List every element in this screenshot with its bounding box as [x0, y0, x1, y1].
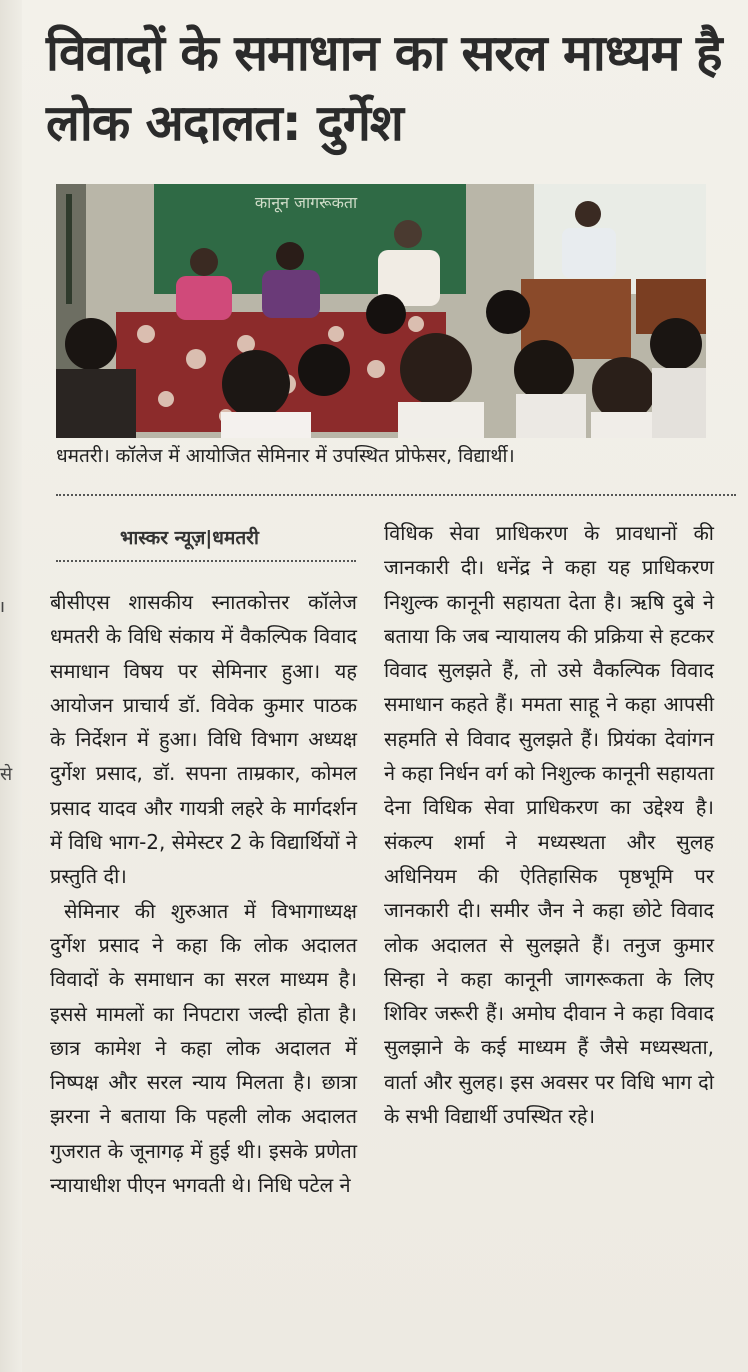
page-fold-edge: [0, 0, 22, 1372]
photo-caption: धमतरी। कॉलेज में आयोजित सेमिनार में उपस्थित प्रोफेसर, विद्यार्थी।: [56, 445, 515, 467]
headline: विवादों के समाधान का सरल माध्यम है लोक अदालत: दुर्गेश: [46, 24, 722, 152]
article-paragraph: बीसीएस शासकीय स्नातकोत्तर कॉलेज धमतरी के विधि संकाय में वैकल्पिक विवाद समाधान विषय पर सेमिनार हुआ। यह आयोजन प्राचार्य डॉ. विवेक कुमार पाठक के निर्देशन में हुआ। विधि विभाग अध्यक्ष दुर्गेश प्रसाद, डॉ. सपना ताम्रकार, कोमल प्रसाद यादव और गायत्री लहरे के मार्गदर्शन में विधि भाग-2, सेमेस्टर 2 के विद्यार्थियों ने प्रस्तुति दी।: [50, 590, 357, 889]
byline-divider: [56, 560, 356, 562]
article-column-right: [384, 516, 714, 1133]
article-paragraph: विधिक सेवा प्राधिकरण के प्रावधानों की जानकारी दी। धनेंद्र ने कहा यह प्राधिकरण निशुल्क कानूनी सहायता देता है। ऋषि दुबे ने बताया कि जब न्यायालय की प्रक्रिया से हटकर विवाद सुलझते हैं, तो उसे वैकल्पिक विवाद समाधान कहते हैं। ममता साहू ने कहा आपसी सहमति से विवाद सुलझते हैं। प्रियंका देवांगन ने कहा निर्धन वर्ग को निशुल्क कानूनी सहायता देना विधिक सेवा प्राधिकरण का उद्देश्य है। संकल्प शर्मा ने मध्यस्थता और सुलह अधिनियम की ऐतिहासिक पृष्ठभूमि पर जानकारी दी। समीर जैन ने कहा छोटे विवाद लोक अदालत से सुलझते हैं। तनुज कुमार सिन्हा ने कहा कानूनी जागरूकता के लिए शिविर जरूरी हैं। अमोघ दीवान ने कहा विवाद सुलझाने के कई माध्यम हैं जैसे मध्यस्थता, वार्ता और सुलह। इस अवसर पर विधि भाग दो के सभी विद्यार्थी उपस्थित रहे।: [384, 521, 714, 1129]
photo-illustration: [56, 184, 706, 438]
edge-fragment: से: [0, 764, 13, 785]
board-banner: कानून जागरूकता: [254, 193, 358, 212]
article-column-left: [50, 585, 357, 1202]
caption-divider: [56, 494, 736, 496]
seminar-photo: [56, 184, 706, 438]
byline: भास्कर न्यूज़|धमतरी: [120, 527, 259, 549]
article-paragraph: सेमिनार की शुरुआत में विभागाध्यक्ष दुर्गेश प्रसाद ने कहा कि लोक अदालत विवादों के समाधान का सरल माध्यम है। इससे मामलों का निपटारा जल्दी होता है। छात्र कामेश ने कहा लोक अदालत में निष्पक्ष और सरल न्याय मिलता है। छात्रा झरना ने बताया कि पहली लोक अदालत गुजरात के जूनागढ़ में हुई थी। इसके प्रणेता न्यायाधीश पीएन भगवती थे। निधि पटेल ने: [50, 898, 357, 1198]
edge-mark: ı: [0, 596, 6, 617]
